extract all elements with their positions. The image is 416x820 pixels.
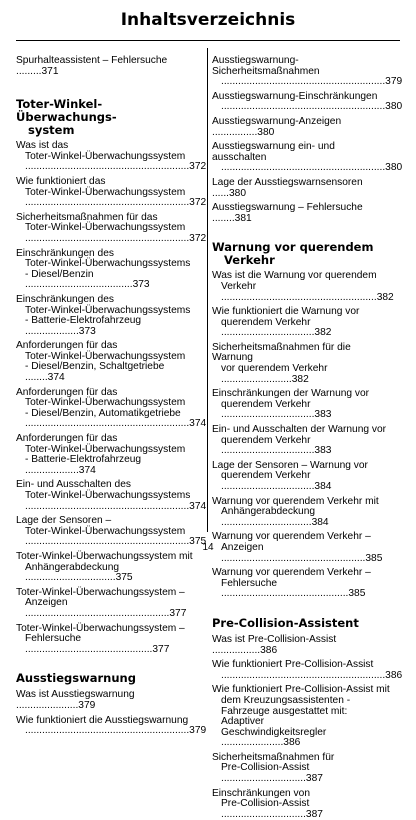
entry-text: - Diesel/Benzin, Automatikgetriebe (25, 407, 181, 419)
entry-text: Anforderungen für das (16, 386, 118, 398)
entry-text: Ausstiegswarnung-Anzeigen ................ (212, 115, 342, 138)
toc-entry[interactable] (212, 497, 390, 529)
entry-page-number: 387 (305, 773, 323, 785)
toc-entry[interactable] (212, 461, 390, 493)
entry-text: Warnung vor querendem Verkehr – (212, 531, 371, 543)
entry-text: Toter-Winkel-Überwachungssystem (25, 350, 186, 362)
toc-entry[interactable] (212, 343, 390, 385)
entry-text: Lage der Sensoren – (16, 515, 112, 527)
entry-text-line (16, 232, 207, 245)
entry-text-line (212, 76, 403, 88)
entry-page-number: 382 (376, 291, 394, 303)
entry-text: .......................................................... (25, 418, 190, 430)
entry-text: Lage der Ausstiegswarnsensoren ...... (212, 176, 363, 199)
entry-text: Toter-Winkel-Überwachungssystem – (16, 586, 185, 598)
entry-text: Was ist das (16, 140, 69, 152)
entry-text: Toter-Winkel-Überwachungssystem (25, 443, 186, 455)
toc-section-heading (16, 98, 194, 137)
entry-text-line (16, 56, 194, 77)
entry-text: - Diesel/Benzin ...................................... (25, 268, 133, 291)
entry-text: Anzeigen ................................................... (25, 597, 170, 619)
entry-text: dem Kreuzungsassistenten - (221, 694, 351, 706)
entry-text: .......................................................... (25, 197, 190, 209)
entry-text: Wie funktioniert Pre-Collision-Assist (212, 659, 374, 671)
entry-page-number: 372 (189, 161, 207, 173)
toc-entry[interactable] (212, 389, 390, 421)
entry-page-number: 386 (260, 644, 278, 656)
column-divider (207, 48, 208, 532)
entry-page-number: 377 (152, 643, 170, 655)
entry-text-line (212, 436, 390, 457)
toc-entry[interactable] (212, 270, 394, 303)
entry-text: Was ist Ausstiegswarnung ...................... (16, 689, 135, 711)
entry-page-number: 373 (132, 279, 150, 291)
entry-text: .......................................................... (25, 725, 190, 737)
entry-text: Was ist Pre-Collision-Assist ................. (212, 633, 337, 656)
toc-entry[interactable] (212, 90, 403, 113)
entry-page-number: 379 (385, 76, 403, 88)
entry-text: Toter-Winkel-Überwachungssystems (25, 490, 191, 501)
entry-text: querendem Verkehr ................................. (221, 470, 315, 492)
entry-text-line (16, 455, 194, 476)
entry-text-line (212, 728, 390, 749)
entry-page-number: 384 (314, 481, 332, 492)
entry-page-number: 372 (189, 197, 207, 209)
toc-entry[interactable] (16, 690, 194, 711)
header-rule (16, 40, 400, 41)
entry-text: Warnung vor querendem Verkehr mit (212, 495, 379, 507)
toc-entry[interactable] (16, 479, 207, 512)
toc-entry[interactable] (212, 753, 390, 785)
entry-text: Wie funktioniert die Ausstiegswarnung (16, 714, 189, 726)
entry-text-line (212, 471, 390, 492)
entry-text-line (16, 197, 207, 209)
entry-text: Toter-Winkel-Überwachungssystems (25, 258, 191, 270)
entry-text-line (16, 563, 194, 584)
entry-text: Sicherheitsmaßnahmen für die Warnung (212, 341, 351, 364)
entry-page-number: 386 (385, 669, 403, 681)
entry-text-line (212, 799, 390, 820)
entry-text: Ausstiegswarnung – Fehlersuche ........ (212, 202, 363, 224)
entry-text-line (212, 507, 390, 528)
entry-text: Fehlersuche ............................................. (25, 633, 153, 655)
entry-text-line (16, 725, 207, 737)
toc-entry[interactable] (212, 425, 390, 457)
page-number: 14 (202, 542, 214, 553)
entry-text: querendem Verkehr ................................. (221, 398, 315, 421)
entry-page-number: 374 (189, 500, 207, 512)
entry-page-number: 384 (311, 516, 329, 528)
entry-text-line (16, 362, 194, 383)
entry-text-line (212, 343, 390, 364)
entry-text: Ausstiegswarnung-Sicherheitsmaßnahmen (212, 55, 320, 77)
toc-entry[interactable] (16, 295, 194, 337)
toc-section-heading (16, 672, 194, 685)
toc-entry[interactable] (212, 635, 390, 656)
toc-entry[interactable] (16, 714, 207, 737)
toc-section-heading (212, 241, 390, 267)
entry-text-line (16, 500, 207, 513)
entry-text: .......................................................... (221, 76, 386, 88)
entry-text: .......................................................... (25, 232, 190, 244)
toc-entry[interactable] (212, 178, 390, 199)
entry-text-line (212, 318, 390, 339)
entry-text: Pre-Collision-Assist .............................. (221, 762, 310, 785)
toc-entry[interactable] (212, 659, 403, 681)
toc-entry[interactable] (16, 249, 194, 291)
toc-entry[interactable] (212, 55, 403, 88)
entry-text: Toter-Winkel-Überwachungssystem (25, 186, 186, 198)
entry-page-number: 380 (228, 187, 246, 199)
entry-page-number: 377 (169, 607, 187, 619)
entry-text-line (16, 634, 194, 655)
entry-text: Toter-Winkel-Überwachungssystems (25, 304, 191, 316)
entry-page-number: 372 (189, 232, 207, 244)
entry-page-number: 374 (189, 418, 207, 430)
entry-page-number: 386 (283, 737, 301, 749)
entry-page-number: 383 (314, 409, 332, 421)
entry-text-line (212, 101, 403, 113)
entry-page-number: 387 (305, 808, 323, 820)
entry-text: Ausstiegswarnung ein- und ausschalten (212, 141, 335, 163)
entry-text: Pre-Collision-Assistent (212, 615, 359, 630)
entry-text: Anhängerabdeckung ................................ (221, 506, 316, 528)
toc-entry[interactable] (16, 434, 194, 476)
entry-text: Sicherheitsmaßnahmen für (212, 751, 335, 763)
entry-text: Toter-Winkel-Überwachungssystem (25, 397, 186, 409)
entry-text: - Batterie-Elektrofahrzeug ................... (25, 454, 142, 476)
entry-text: Anforderungen für das (16, 340, 118, 352)
entry-text-line (212, 203, 390, 224)
entry-text: Lage der Sensoren – Warnung vor (212, 459, 368, 471)
entry-text: Anforderungen für das (16, 433, 118, 445)
entry-text: Geschwindigkeitsregler ...................... (221, 726, 327, 749)
entry-page-number: 380 (385, 162, 403, 174)
entry-text: querendem Verkehr ................................. (221, 316, 315, 339)
entry-text: system (28, 123, 75, 138)
entry-text: Wie funktioniert Pre-Collision-Assist mit (212, 684, 390, 696)
entry-text-line (212, 669, 403, 682)
entry-page-number: 374 (78, 464, 96, 476)
toc-column-left (16, 55, 207, 737)
entry-text: Wie funktioniert das (16, 175, 106, 187)
entry-text: Wie funktioniert die Warnung vor (212, 306, 360, 318)
entry-text: Toter-Winkel-Überwachungs- (16, 97, 117, 125)
toc-entry[interactable] (16, 175, 207, 209)
entry-text: - Diesel/Benzin, Schaltgetriebe ........ (25, 361, 165, 384)
entry-page-number: 382 (314, 327, 332, 339)
entry-text: Ein- und Ausschalten des (16, 479, 131, 491)
entry-page-number: 379 (189, 725, 207, 737)
entry-page-number: 381 (234, 212, 252, 224)
entry-text-line (212, 178, 390, 199)
entry-text: Toter-Winkel-Überwachungssystem – (16, 622, 185, 634)
entry-page-number: 371 (41, 65, 59, 77)
entry-text: .......................................................... (221, 669, 386, 681)
section-heading-line (16, 672, 194, 685)
page-title: Inhaltsverzeichnis (120, 10, 296, 30)
toc-column-right (212, 55, 403, 820)
toc-entry[interactable] (212, 203, 390, 224)
toc-section-heading (212, 617, 390, 630)
toc-entry[interactable] (16, 386, 207, 430)
entry-text-line (212, 579, 390, 600)
entry-page-number: 375 (189, 536, 207, 548)
entry-text: .......................................................... (25, 500, 190, 512)
entry-text-line (212, 56, 390, 77)
entry-page-number: 373 (78, 325, 96, 337)
entry-page-number: 374 (47, 372, 65, 384)
entry-text: Toter-Winkel-Überwachungssystem (25, 222, 186, 234)
entry-text: Einschränkungen des (16, 247, 114, 259)
entry-text-line (16, 418, 207, 430)
entry-text: Verkehr (224, 253, 275, 268)
entry-text: - Batterie-Elektrofahrzeug ................... (25, 315, 142, 337)
entry-text-line (212, 117, 390, 138)
entry-text-line (16, 316, 194, 337)
section-heading-line (16, 124, 194, 137)
entry-text: Anzeigen ................................................... (221, 541, 366, 564)
entry-text-line (212, 364, 390, 385)
toc-entry[interactable] (212, 789, 390, 820)
entry-page-number: 383 (314, 445, 332, 457)
entry-page-number: 380 (257, 126, 275, 138)
entry-text: Einschränkungen der Warnung vor (212, 388, 370, 400)
entry-text-line (212, 635, 390, 656)
entry-text: Ausstiegswarnung-Einschränkungen (212, 90, 378, 102)
toc-entry[interactable] (16, 211, 207, 245)
entry-text: Ausstiegswarnung (16, 671, 136, 686)
entry-page-number: 385 (348, 588, 366, 600)
entry-page-number: 379 (78, 699, 96, 711)
entry-text: Pre-Collision-Assist .............................. (221, 798, 310, 820)
entry-text: Einschränkungen des (16, 293, 114, 305)
entry-text: querendem Verkehr ................................. (221, 434, 315, 457)
entry-text: vor querendem Verkehr ......................... (221, 363, 328, 385)
entry-text: Warnung vor querendem (212, 240, 374, 255)
entry-text-line (212, 707, 390, 728)
toc-entry[interactable] (16, 552, 194, 584)
entry-text: Warnung vor querendem Verkehr – (212, 567, 371, 579)
section-heading-line (212, 254, 390, 267)
entry-text-line (212, 162, 403, 174)
entry-text-line (212, 142, 390, 163)
entry-text-line (16, 598, 194, 619)
entry-text: .......................................................... (25, 161, 190, 173)
entry-page-number: 375 (115, 572, 133, 584)
entry-text: Verkehr ....................................................... (221, 280, 377, 303)
toc-entry[interactable] (16, 140, 207, 173)
entry-text: .......................................................... (221, 101, 386, 113)
entry-text: Einschränkungen von (212, 787, 310, 799)
entry-text-line (16, 270, 194, 291)
toc-entry[interactable] (16, 56, 194, 77)
entry-page-number: 380 (385, 101, 403, 113)
toc-entry[interactable] (212, 117, 390, 138)
entry-page-number: 382 (291, 373, 309, 385)
entry-text: Fehlersuche ............................................. (221, 577, 349, 600)
entry-text-line (212, 400, 390, 421)
toc-entry[interactable] (16, 624, 194, 656)
entry-text-line (16, 690, 194, 711)
toc-entry[interactable] (212, 568, 390, 600)
entry-text: Ein- und Ausschalten der Warnung vor (212, 424, 387, 436)
entry-text-line (212, 763, 390, 784)
entry-text: Sicherheitsmaßnahmen für das (16, 211, 158, 223)
entry-text: Fahrzeuge ausgestattet mit: Adaptiver (221, 705, 348, 728)
entry-page-number: 385 (365, 552, 383, 564)
toc-entry[interactable] (212, 141, 403, 174)
entry-text: Anhängerabdeckung ................................ (25, 561, 120, 584)
entry-text: .......................................................... (221, 162, 386, 174)
section-heading-line (16, 98, 194, 124)
entry-text: Toter-Winkel-Überwachungssystem (25, 150, 186, 162)
toc-entry[interactable] (212, 685, 390, 749)
entry-text-line (212, 280, 394, 303)
toc-entry[interactable] (16, 341, 194, 383)
section-heading-line (212, 617, 390, 630)
toc-entry[interactable] (16, 588, 194, 620)
entry-text-line (16, 161, 207, 173)
entry-text: Toter-Winkel-Überwachungssystem mit (16, 550, 193, 562)
entry-text: Was ist die Warnung vor querendem (212, 270, 377, 282)
entry-text: Spurhalteassistent – Fehlersuche ......... (16, 55, 168, 77)
entry-text: .......................................................... (25, 536, 190, 548)
toc-entry[interactable] (212, 307, 390, 339)
entry-text: Toter-Winkel-Überwachungssystem (25, 525, 186, 537)
